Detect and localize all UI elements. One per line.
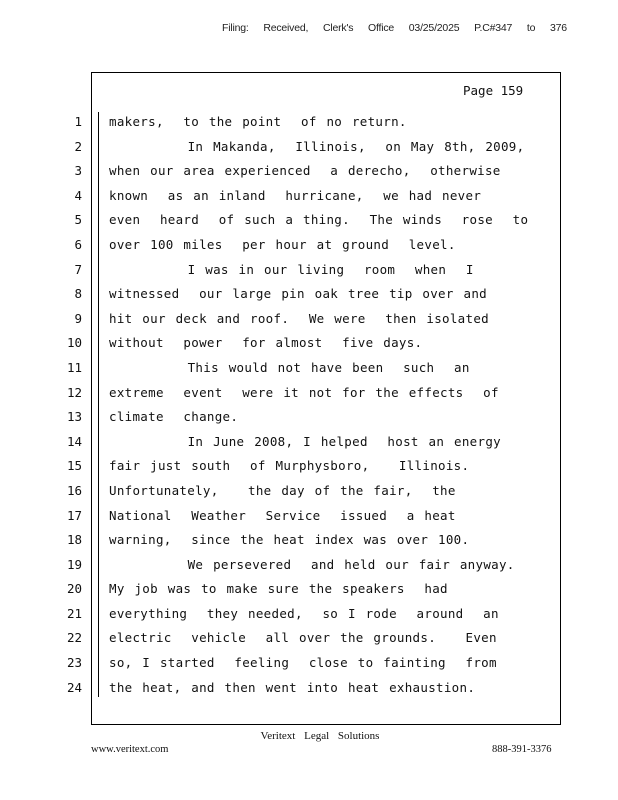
line-number: 13 — [66, 409, 82, 425]
footer-company-word: Legal — [304, 730, 330, 742]
transcript-line: climate change. — [109, 409, 239, 425]
footer-company-word: Solutions — [337, 730, 380, 742]
margin-rule — [98, 112, 99, 697]
page-number: Page 159 — [463, 83, 524, 98]
footer-company — [0, 730, 618, 742]
line-number: 3 — [74, 163, 82, 179]
transcript-line: when our area experienced a derecho, otherwise — [109, 163, 501, 179]
transcript-line: the heat, and then went into heat exhaustion. — [109, 679, 476, 695]
line-number: 18 — [66, 532, 82, 548]
line-number: 24 — [66, 679, 82, 695]
footer-phone: 888-391-3376 — [492, 744, 552, 755]
line-number: 10 — [66, 335, 82, 351]
line-number: 1 — [74, 114, 82, 129]
office-label: Office — [368, 22, 395, 34]
line-number-column — [60, 112, 82, 702]
line-number: 4 — [74, 187, 82, 203]
line-number: 20 — [66, 581, 82, 597]
transcript-line: warning, since the heat index was over 100. — [109, 532, 470, 548]
transcript-line: National Weather Service issued a heat — [109, 507, 456, 523]
line-number: 21 — [66, 605, 82, 621]
line-number: 17 — [66, 507, 82, 523]
received-label: Received, — [263, 22, 309, 34]
transcript-line: makers, to the point of no return. — [109, 114, 407, 129]
clerks-label: Clerk's — [322, 22, 354, 34]
line-number: 9 — [74, 310, 82, 326]
line-number: 5 — [74, 212, 82, 228]
transcript-line: I was in our living room when I — [109, 261, 474, 277]
transcript-line: even heard of such a thing. The winds rose to — [109, 212, 529, 228]
footer-url: www.veritext.com — [91, 744, 169, 755]
footer-company-word: Veritext — [260, 730, 296, 742]
transcript-line: without power for almost five days. — [109, 335, 423, 351]
transcript-line: In Makanda, Illinois, on May 8th, 2009, — [109, 138, 525, 154]
transcript-line: In June 2008, I helped host an energy — [109, 433, 501, 449]
transcript-line: fair just south of Murphysboro, Illinois. — [109, 458, 470, 474]
line-number: 11 — [66, 359, 82, 375]
transcript-line: known as an inland hurricane, we had never — [109, 187, 482, 203]
line-number: 22 — [66, 630, 82, 646]
line-number: 14 — [66, 433, 82, 449]
transcript-line: everything they needed, so I rode around an — [109, 605, 499, 621]
line-number: 6 — [74, 236, 82, 252]
line-number: 23 — [66, 655, 82, 671]
transcript-line: over 100 miles per hour at ground level. — [109, 236, 456, 252]
line-number: 7 — [74, 261, 82, 277]
line-number: 19 — [66, 556, 82, 572]
transcript-line: My job was to make sure the speakers had — [109, 581, 448, 597]
transcript-line: We persevered and held our fair anyway. — [109, 556, 515, 572]
line-number: 16 — [66, 482, 82, 498]
pc-number: P.C#347 — [474, 22, 513, 34]
transcript-body — [109, 112, 549, 702]
filing-date: 03/25/2025 — [408, 22, 460, 34]
line-number: 8 — [74, 286, 82, 302]
transcript-line: This would not have been such an — [109, 359, 470, 375]
line-number: 12 — [66, 384, 82, 400]
transcript-line: Unfortunately, the day of the fair, the — [109, 482, 456, 498]
transcript-line: witnessed our large pin oak tree tip over and — [109, 286, 487, 302]
to-label: to — [526, 22, 536, 34]
transcript-line: hit our deck and roof. We were then isolated — [109, 310, 489, 326]
transcript-line: so, I started feeling close to fainting from — [109, 655, 497, 671]
filing-stamp — [222, 22, 579, 34]
line-number: 15 — [66, 458, 82, 474]
filing-label: Filing: — [222, 22, 249, 34]
transcript-line: extreme event were it not for the effects of — [109, 384, 499, 400]
range-end: 376 — [549, 22, 567, 34]
line-number: 2 — [74, 138, 82, 154]
transcript-line: electric vehicle all over the grounds. Even — [109, 630, 497, 646]
